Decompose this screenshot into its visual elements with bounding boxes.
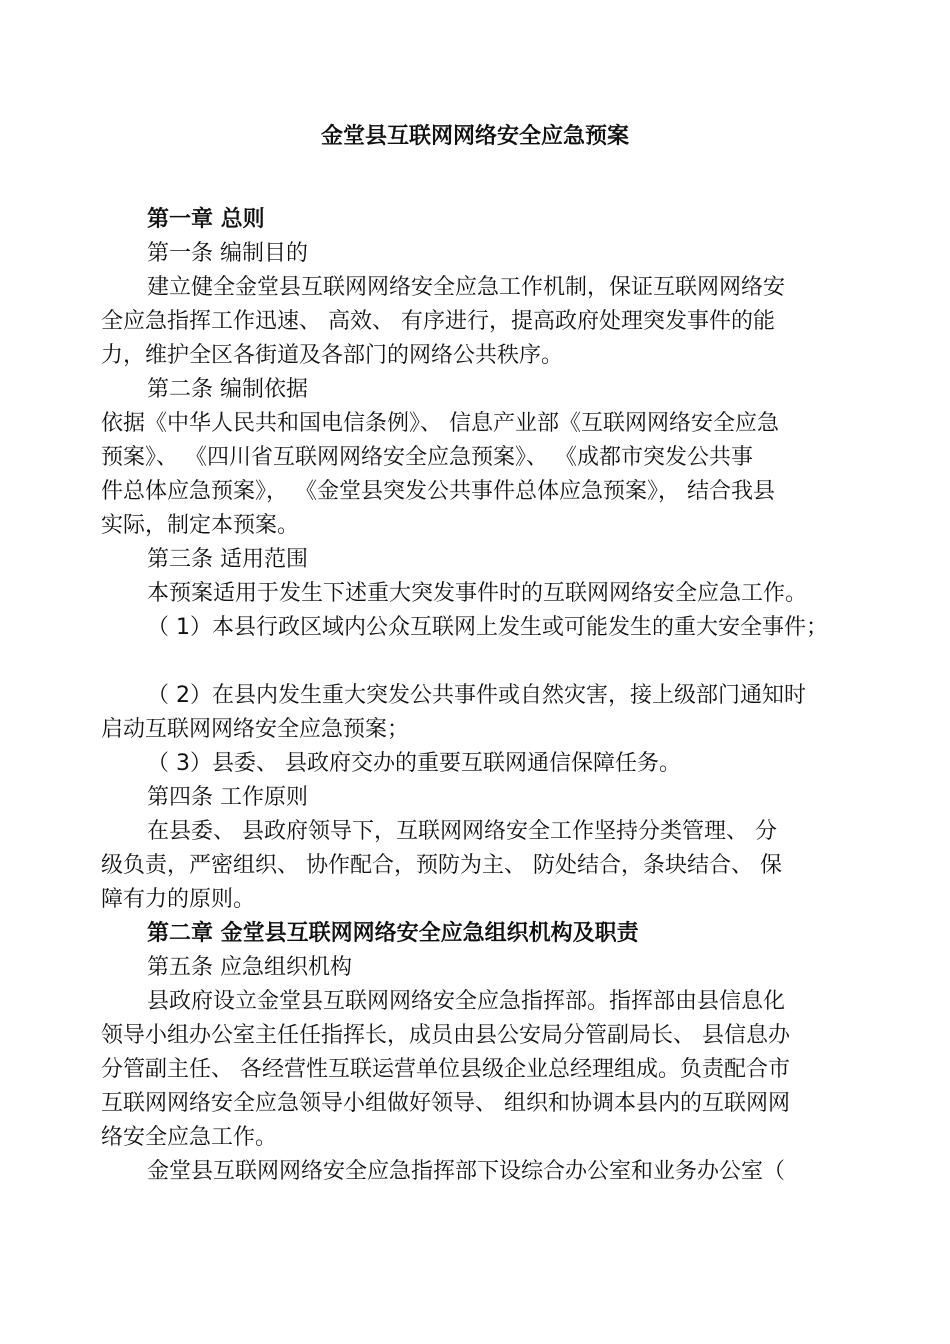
document-title: 金堂县互联网网络安全应急预案 [320, 124, 629, 149]
article-heading: 第二条 编制依据 [147, 377, 308, 402]
list-item: （ 2）在县内发生重大突发公共事件或自然灾害，接上级部门通知时 [147, 683, 806, 708]
paragraph-line: 建立健全金堂县互联网网络安全应急工作机制，保证互联网网络安 [147, 275, 786, 300]
chapter-heading: 第二章 金堂县互联网网络安全应急组织机构及职责 [147, 921, 639, 946]
paragraph-line: 级负责，严密组织、 协作配合，预防为主、 防处结合，条块结合、 保 [101, 853, 782, 878]
article-heading: 第三条 适用范围 [147, 547, 308, 572]
paragraph-line: 分管副主任、 各经营性互联运营单位县级企业总经理组成。负责配合市 [101, 1057, 790, 1082]
paragraph-line: 金堂县互联网网络安全应急指挥部下设综合办公室和业务办公室（ [147, 1159, 786, 1184]
paragraph-line: 依据《中华人民共和国电信条例》、 信息产业部《互联网网络安全应急 [101, 411, 779, 436]
chapter-heading: 第一章 总则 [147, 207, 265, 232]
article-heading: 第五条 应急组织机构 [147, 955, 352, 980]
list-item: （ 1）本县行政区域内公众互联网上发生或可能发生的重大安全事件； [147, 615, 828, 640]
paragraph-line: 本预案适用于发生下述重大突发事件时的互联网网络安全应急工作。 [147, 581, 808, 606]
paragraph-line: 力，维护全区各街道及各部门的网络公共秩序。 [101, 343, 564, 368]
paragraph-line: 领导小组办公室主任任指挥长，成员由县公安局分管副局长、 县信息办 [101, 1023, 790, 1048]
paragraph-line: 实际，制定本预案。 [101, 513, 300, 538]
paragraph-line: 全应急指挥工作迅速、 高效、 有序进行，提高政府处理突发事件的能 [101, 309, 775, 334]
paragraph-line: 互联网网络安全应急领导小组做好领导、 组织和协调本县内的互联网网 [101, 1091, 790, 1116]
article-heading: 第四条 工作原则 [147, 785, 308, 810]
paragraph-line: 障有力的原则。 [101, 887, 256, 912]
list-item: （ 3）县委、 县政府交办的重要互联网通信保障任务。 [147, 751, 681, 776]
paragraph-line: 在县委、 县政府领导下，互联网网络安全工作坚持分类管理、 分 [147, 819, 777, 844]
paragraph-line: 县政府设立金堂县互联网网络安全应急指挥部。指挥部由县信息化 [147, 989, 786, 1014]
paragraph-line: 件总体应急预案》， 《金堂县突发公共事件总体应急预案》， 结合我县 [101, 479, 775, 504]
article-heading: 第一条 编制目的 [147, 241, 308, 266]
paragraph-line: 络安全应急工作。 [101, 1125, 278, 1150]
paragraph-line: 预案》、 《四川省互联网网络安全应急预案》、 《成都市突发公共事 [101, 445, 753, 470]
paragraph-line: 启动互联网网络安全应急预案； [101, 717, 410, 742]
